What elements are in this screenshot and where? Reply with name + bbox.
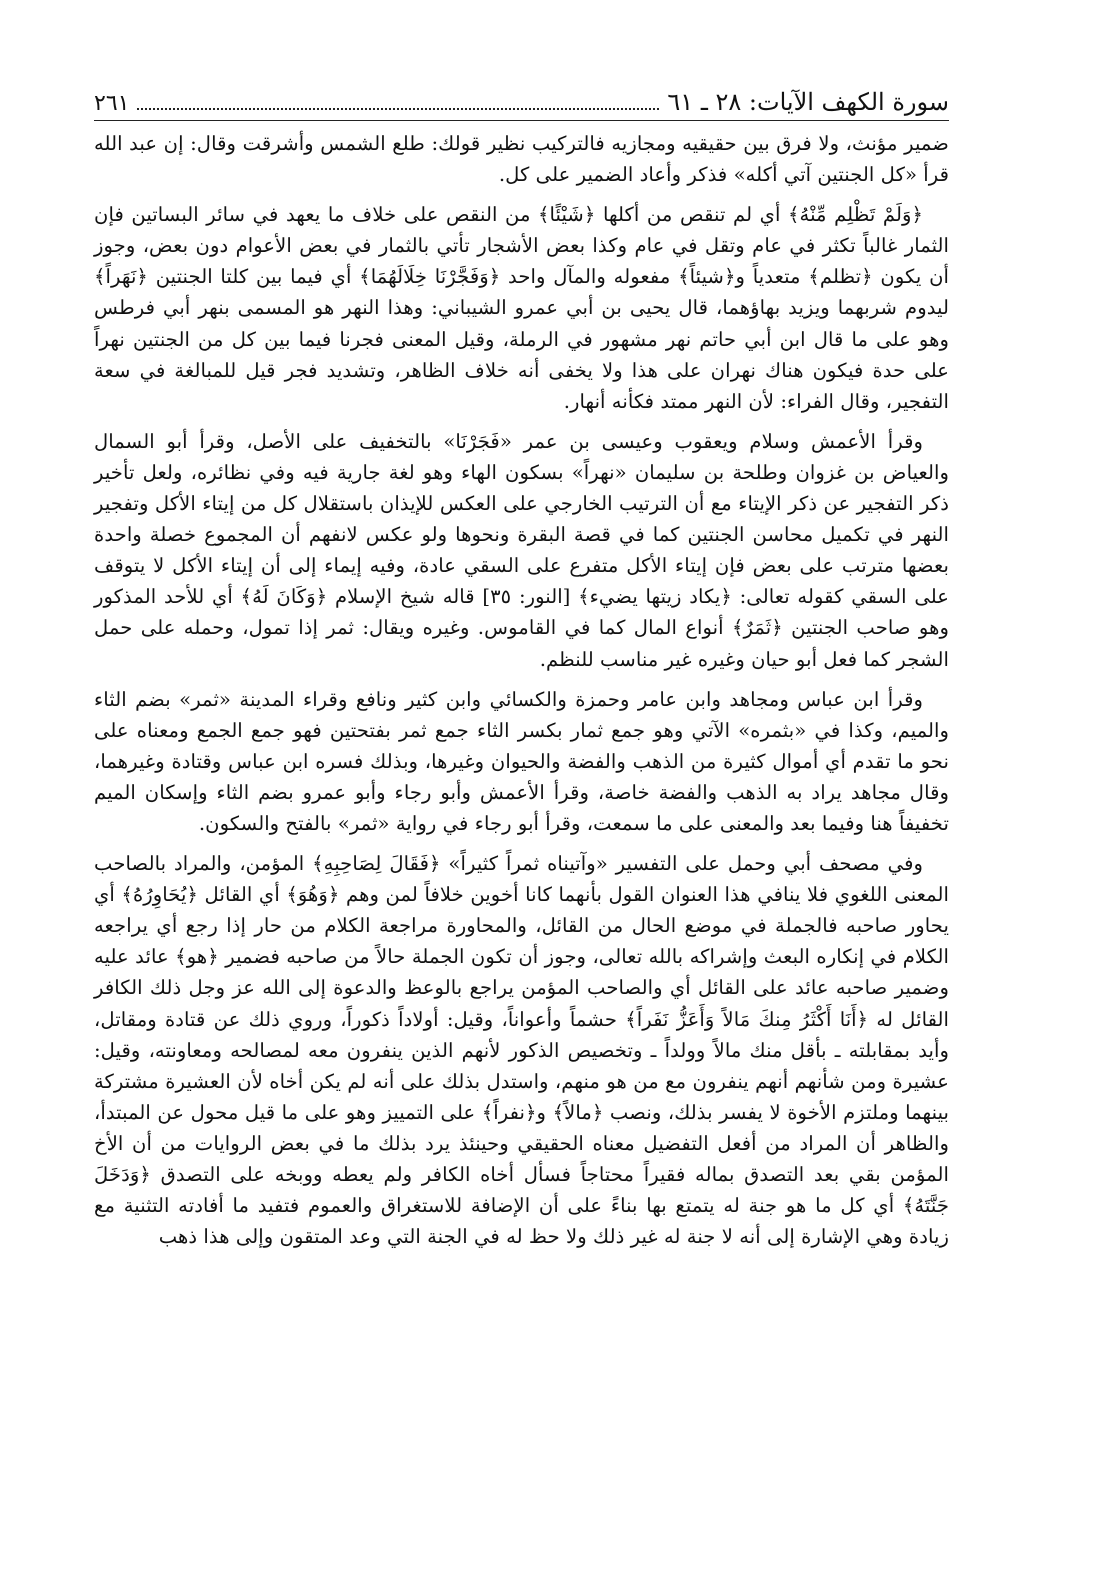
header-rule (94, 120, 949, 121)
page-header (94, 86, 949, 116)
header-dot-leader (137, 108, 659, 110)
running-title: سورة الكهف الآيات: ٢٨ ـ ٦١ (667, 88, 949, 116)
paragraph: ﴿وَلَمْ تَظْلِم مِّنْهُ﴾ أي لم تنقص من أكلها ﴿شَيْئًا﴾ من النقص على خلاف ما يعهد في سائر البساتين فإن الثمار غالباً تكثر في عام وتقل في عام وكذا بعض الأشجار تأتي بالثمار في بعض الأعوام دون بعض، وجوز أن يكون ﴿تظلم﴾ متعدياً و﴿شيئاً﴾ مفعوله والمآل واحد ﴿وَفَجَّرْنَا خِلَالَهُمَا﴾ أي فيما بين كلتا الجنتين ﴿نَهَراً﴾ ليدوم شربهما ويزيد بهاؤهما، قال يحيى بن أبي عمرو الشيباني: وهذا النهر هو المسمى بنهر أبي فرطس وهو على ما قال ابن أبي حاتم نهر مشهور في الرملة، وقيل المعنى فجرنا فيما بين كل من الجنتين نهراً على حدة فيكون هناك نهران على هذا ولا يخفى أنه خلاف الظاهر، وتشديد فجر قيل للمبالغة في سعة التفجير، وقال الفراء: لأن النهر ممتد فكأنه أنهار. (94, 203, 949, 413)
page-number: ٢٦١ (94, 91, 130, 116)
paragraph: ضمير مؤنث، ولا فرق بين حقيقيه ومجازيه فالتركيب نظير قولك: طلع الشمس وأشرقت وقال: إن عبد الله قرأ «كل الجنتين آتي أكله» فذكر وأعاد الضمير على كل. (94, 132, 949, 187)
paragraph: وفي مصحف أبي وحمل على التفسير «وآتيناه ثمراً كثيراً» ﴿فَقَالَ لِصَاحِبِهِ﴾ المؤمن، والمراد بالصاحب المعنى اللغوي فلا ينافي هذا العنوان القول بأنهما كانا أخوين خلافاً لمن وهم ﴿وَهُوَ﴾ أي القائل ﴿يُحَاوِرُهُ﴾ أي يحاور صاحبه فالجملة في موضع الحال من القائل، والمحاورة مراجعة الكلام من حار إذا رجع أي يراجعه الكلام في إنكاره البعث وإشراكه بالله تعالى، وجوز أن تكون الجملة حالاً من صاحبه فضمير ﴿هو﴾ عائد عليه وضمير صاحبه عائد على القائل أي والصاحب المؤمن يراجع بالوعظ والدعوة إلى الله عز وجل ذلك الكافر القائل له ﴿أَنَا أَكْثَرُ مِنكَ مَالاً وَأَعَزُّ نَفَراً﴾ حشماً وأعواناً، وقيل: أولاداً ذكوراً، وروي ذلك عن قتادة ومقاتل، وأيد بمقابلته ـ بأقل منك مالاً وولداً ـ وتخصيص الذكور لأنهم الذين ينفرون معه لمصالحه ومعاونته، وقيل: عشيرة ومن شأنهم أنهم ينفرون مع من هو منهم، واستدل بذلك على أنه لم يكن أخاه لأن العشيرة مشتركة بينهما وملتزم الأخوة لا يفسر بذلك، ونصب ﴿مالاً﴾ و﴿نفراً﴾ على التمييز وهو على ما قيل محول عن المبتدأ، والظاهر أن المراد من أفعل التفضيل معناه الحقيقي وحينئذ يرد بذلك ما في بعض الروايات من أن الأخ المؤمن بقي بعد التصدق بماله فقيراً محتاجاً فسأل أخاه الكافر ولم يعطه ووبخه على التصدق ﴿وَدَخَلَ جَنَّتَهُ﴾ أي كل ما هو جنة له يتمتع بها بناءً على أن الإضافة للاستغراق والعموم فتفيد ما أفادته التثنية مع زيادة وهي الإشارة إلى أنه لا جنة له غير ذلك ولا حظ له في الجنة التي وعد المتقون وإلى هذا ذهب (94, 852, 949, 1249)
paragraph: وقرأ الأعمش وسلام ويعقوب وعيسى بن عمر «فَجَرْنَا» بالتخفيف على الأصل، وقرأ أبو السمال والعياض بن غزوان وطلحة بن سليمان «نهراً» بسكون الهاء وهو لغة جارية فيه وفي نظائره، ولعل تأخير ذكر التفجير عن ذكر الإيتاء مع أن الترتيب الخارجي على العكس للإيذان باستقلال كل من إيتاء الأكل وتفجير النهر في تكميل محاسن الجنتين كما في قصة البقرة ونحوها ولو عكس لانفهم أن المجموع خصلة واحدة بعضها مترتب على بعض فإن إيتاء الأكل متفرع على السقي عادة، وفيه إيماء إلى أن إيتاء الأكل لا يتوقف على السقي كقوله تعالى: ﴿يكاد زيتها يضيء﴾ [النور: ٣٥] قاله شيخ الإسلام ﴿وَكَانَ لَهُ﴾ أي للأحد المذكور وهو صاحب الجنتين ﴿ثَمَرٌ﴾ أنواع المال كما في القاموس. وغيره ويقال: ثمر إذا تمول، وحمله على حمل الشجر كما فعل أبو حيان وغيره غير مناسب للنظم. (94, 429, 949, 671)
paragraph: وقرأ ابن عباس ومجاهد وابن عامر وحمزة والكسائي وابن كثير ونافع وقراء المدينة «ثمر» بضم الثاء والميم، وكذا في «بثمره» الآتي وهو جمع ثمار بكسر الثاء جمع ثمر بفتحتين فهو جمع الجمع ومعناه على نحو ما تقدم أي أموال كثيرة من الذهب والفضة والحيوان وغيرها، وبذلك فسره ابن عباس وقتادة وغيرهما، وقال مجاهد يراد به الذهب والفضة خاصة، وقرأ الأعمش وأبو رجاء وأبو عمرو بضم الثاء وإسكان الميم تخفيفاً هنا وفيما بعد والمعنى على ما سمعت، وقرأ أبو رجاء في رواية «ثمر» بالفتح والسكون. (94, 687, 949, 835)
page-body (94, 128, 949, 1252)
